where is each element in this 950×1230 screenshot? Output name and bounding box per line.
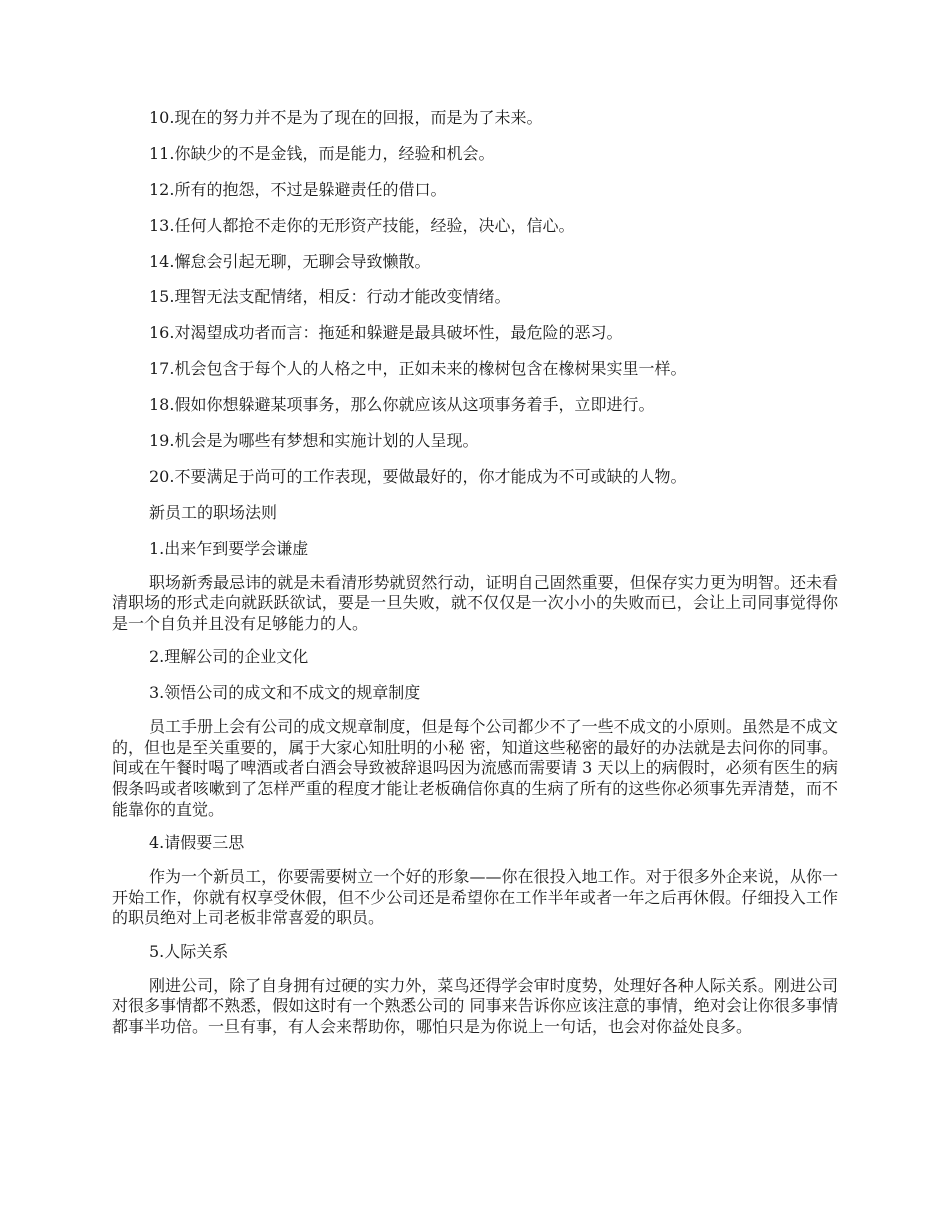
document-page [112, 106, 838, 1048]
quote-line-16: 16.对渴望成功者而言：拖延和躲避是最具破坏性，最危险的恶习。 [149, 323, 623, 343]
quote-line-19: 19.机会是为哪些有梦想和实施计划的人呈现。 [149, 431, 479, 451]
quote-line-14: 14.懈怠会引起无聊，无聊会导致懒散。 [149, 251, 431, 271]
rule-heading-3: 3.领悟公司的成文和不成文的规章制度 [149, 683, 421, 703]
quote-line-13: 13.任何人都抢不走你的无形资产技能，经验，决心，信心。 [149, 215, 575, 235]
quote-line-12: 12.所有的抱怨，不过是躲避责任的借口。 [149, 179, 447, 199]
rule-heading-4: 4.请假要三思 [149, 833, 245, 853]
rule-heading-1: 1.出来乍到要学会谦虚 [149, 538, 309, 558]
rule-paragraph-4: 作为一个新员工，你要需要树立一个好的形象——你在很投入地工作。对于很多外企来说，从你一开始工作，你就有权享受休假，但不少公司还是希望你在工作半年或者一年之后再休假。仔细投入工作的职员绝对上司老板非常喜爱的职员。 [112, 867, 838, 928]
quote-line-10: 10.现在的努力并不是为了现在的回报，而是为了未来。 [149, 108, 543, 127]
quote-line-17: 17.机会包含于每个人的人格之中，正如未来的橡树包含在橡树果实里一样。 [149, 359, 687, 379]
rule-paragraph-3: 员工手册上会有公司的成文规章制度，但是每个公司都少不了一些不成文的小原则。虽然是不成文的，但也是至关重要的，属于大家心知肚明的小秘 密，知道这些秘密的最好的办法就是去问你的同事。间或在午餐时喝了啤酒或者白酒会导致被辞退吗因为流感而需要请 3 天以上的病假时，必须有医生的病 假条吗或者咳嗽到了怎样严重的程度才能让老板确信你真的生病了所有的这些你必须事先弄清楚，而不能靠你的直觉。 [112, 717, 838, 819]
quote-line-18: 18.假如你想躲避某项事务，那么你就应该从这项事务着手，立即进行。 [149, 395, 655, 415]
quote-line-11: 11.你缺少的不是金钱，而是能力，经验和机会。 [149, 143, 495, 163]
section-heading: 新员工的职场法则 [149, 502, 278, 522]
quote-line-15: 15.理智无法支配情绪，相反：行动才能改变情绪。 [149, 287, 511, 307]
rule-heading-5: 5.人际关系 [149, 941, 229, 961]
rule-heading-2: 2.理解公司的企业文化 [149, 647, 309, 667]
rule-paragraph-5: 刚进公司，除了自身拥有过硬的实力外，菜鸟还得学会审时度势，处理好各种人际关系。刚进公司对很多事情都不熟悉，假如这时有一个熟悉公司的 同事来告诉你应该注意的事情，绝对会让你很多事情都事半功倍。一旦有事，有人会来帮助你，哪怕只是为你说上一句话，也会对你益处良多。 [112, 975, 838, 1036]
rule-paragraph-1: 职场新秀最忌讳的就是未看清形势就贸然行动，证明自己固然重要，但保存实力更为明智。还未看清职场的形式走向就跃跃欲试，要是一旦失败，就不仅仅是一次小小的失败而已，会让上司同事觉得你是一个自负并且没有足够能力的人。 [112, 572, 838, 633]
quote-line-20: 20.不要满足于尚可的工作表现，要做最好的，你才能成为不可或缺的人物。 [149, 466, 687, 486]
